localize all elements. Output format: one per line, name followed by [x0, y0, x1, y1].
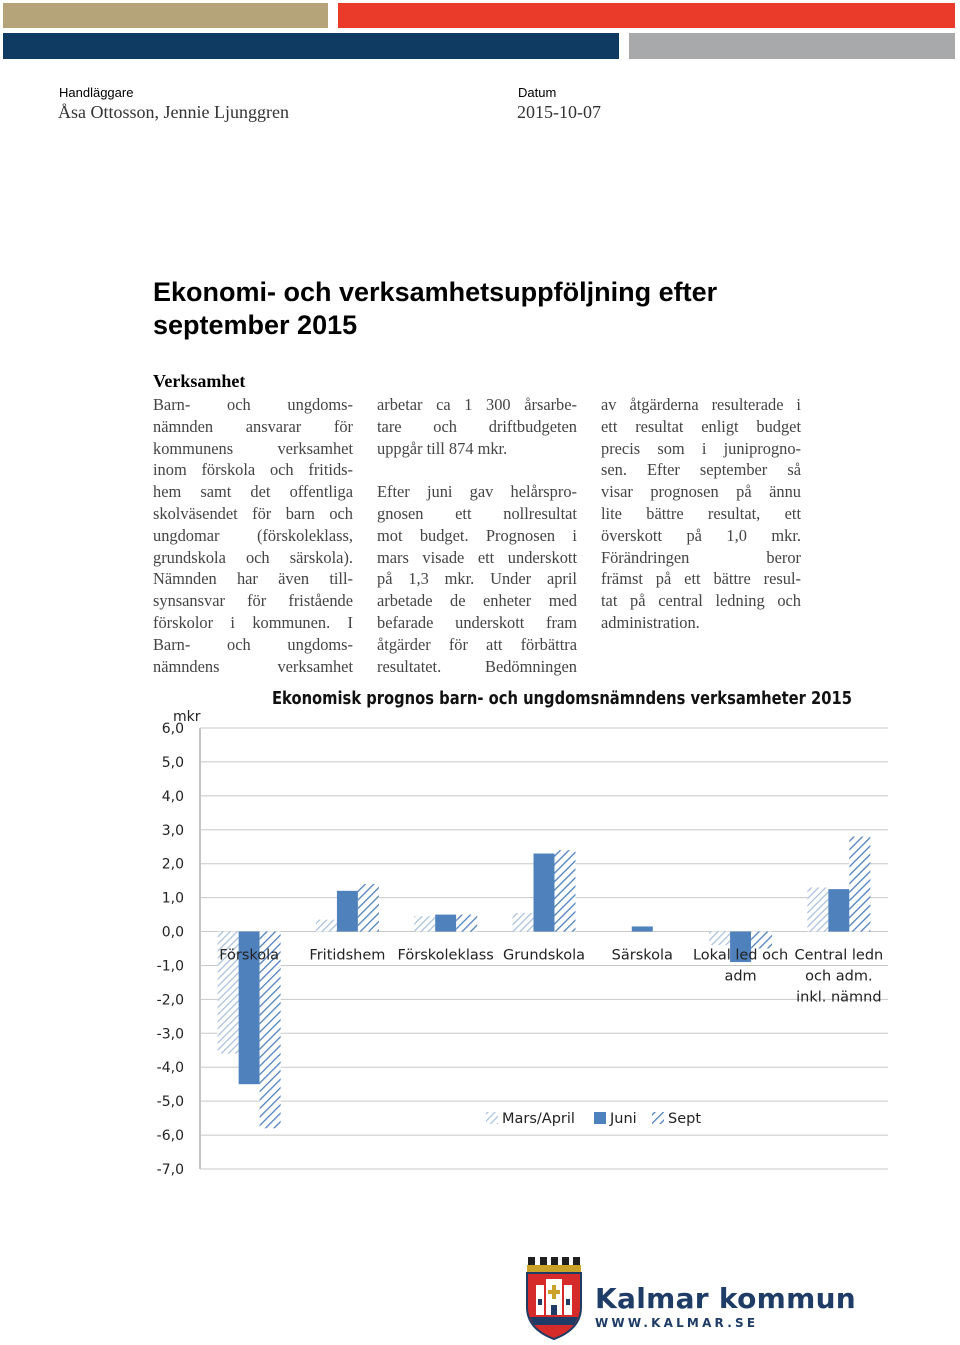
document-title-line-1: Ekonomi- och verksamhetsuppföljning efter: [153, 277, 718, 307]
text-line: Barn- och ungdoms-: [153, 634, 353, 654]
text-line: mars visade ett underskott: [377, 547, 577, 567]
brand: [595, 1282, 856, 1330]
date-value: 2015-10-07: [517, 102, 601, 122]
bar-sept: [555, 850, 576, 931]
y-tick-label: 4,0: [161, 788, 184, 805]
y-tick-label: -4,0: [156, 1060, 184, 1077]
text-line: arbetade de enheter med: [377, 591, 577, 611]
category-label: inkl. nämnd: [796, 989, 882, 1006]
text-line: ungdomar (förskoleklass,: [153, 525, 353, 545]
legend-swatch: [594, 1112, 606, 1124]
text-line: Nämnden har även till-: [153, 569, 353, 589]
category-label: Förskola: [219, 947, 280, 964]
text-column-2: [377, 394, 577, 677]
chart-ylabel: mkr: [173, 709, 201, 725]
text-line: Efter juni gav helårspro-: [377, 482, 577, 502]
bar-mars-april: [513, 913, 534, 932]
text-line: förskolor i kommunen. I: [153, 612, 353, 632]
bar-juni: [435, 915, 456, 932]
text-line: Förändringen beror: [601, 547, 801, 567]
bar-juni: [534, 854, 555, 932]
legend-label: Juni: [610, 1111, 637, 1127]
text-line: på 1,3 mkr. Under april: [377, 569, 577, 589]
text-line: uppgår till 874 mkr.: [377, 438, 508, 458]
category-label: Central ledn: [794, 947, 884, 964]
text-line: Barn- och ungdoms-: [153, 395, 353, 414]
text-line: befarade underskott fram: [377, 612, 577, 632]
text-column-3: [601, 394, 801, 634]
y-tick-label: 5,0: [161, 754, 184, 771]
text-line: skolväsendet för barn och: [153, 503, 353, 523]
handler-value: Åsa Ottosson, Jennie Ljunggren: [58, 102, 289, 122]
brand-name: Kalmar kommun: [595, 1282, 857, 1315]
text-line: visar prognosen på ännu: [601, 482, 801, 502]
legend-label: Sept: [668, 1111, 702, 1127]
bar-juni: [632, 926, 653, 931]
text-line: precis som i juniprogno-: [601, 438, 801, 458]
section-heading: Verksamhet: [153, 371, 246, 391]
category-label: och adm.: [805, 968, 873, 985]
text-line: administration.: [601, 612, 700, 632]
header-band-tan: [3, 3, 328, 28]
text-line: hem samt det offentliga: [153, 482, 353, 502]
bar-sept: [456, 915, 477, 932]
text-line: tare och driftbudgeten: [377, 416, 577, 436]
y-tick-label: -6,0: [156, 1128, 184, 1145]
text-column-1: [153, 394, 353, 677]
y-tick-label: 2,0: [161, 856, 184, 873]
category-label: Grundskola: [502, 947, 586, 964]
brand-url[interactable]: WWW.KALMAR.SE: [595, 1316, 759, 1330]
legend-swatch: [486, 1112, 498, 1124]
y-tick-label: 6,0: [161, 721, 184, 737]
bar-mars-april: [709, 932, 730, 946]
document-title-line-2: september 2015: [153, 310, 358, 340]
text-line: överskott på 1,0 mkr.: [601, 525, 801, 545]
handler-label: Handläggare: [59, 85, 134, 100]
category-label: Särskola: [611, 947, 673, 964]
text-line: mot budget. Prognosen i: [377, 525, 577, 545]
bar-mars-april: [414, 916, 435, 931]
header-band-grey: [629, 33, 955, 59]
category-label: Förskoleklass: [397, 947, 494, 964]
y-tick-label: -1,0: [156, 958, 184, 975]
text-line: inom förskola och fritids-: [153, 460, 353, 480]
text-line: resultatet. Bedömningen: [377, 656, 577, 676]
text-line: tat på central ledning och: [601, 591, 801, 611]
text-line: åtgärder för att förbättra: [377, 634, 577, 654]
text-line: synsansvar för fristående: [153, 591, 353, 611]
bar-mars-april: [807, 887, 828, 931]
y-tick-label: -2,0: [156, 992, 184, 1009]
legend-label: Mars/April: [502, 1111, 575, 1127]
bar-sept: [751, 932, 772, 949]
text-line: grundskola och särskola).: [153, 547, 353, 567]
y-tick-label: 0,0: [161, 924, 184, 941]
bar-sept: [849, 837, 870, 932]
text-line: nämnden ansvarar för: [153, 416, 353, 436]
chart-title: Ekonomisk prognos barn- och ungdomsnämndens verksamheter 2015: [272, 689, 852, 709]
bar-mars-april: [316, 920, 337, 932]
category-label: Lokal led och: [692, 947, 789, 964]
document-title: [153, 276, 853, 342]
text-line: sen. Efter september så: [601, 460, 801, 480]
text-line: ett resultat enligt budget: [601, 416, 801, 436]
header-band-red: [338, 3, 955, 28]
y-tick-label: 3,0: [161, 822, 184, 839]
bar-juni: [828, 889, 849, 931]
text-line: av åtgärderna resulterade i: [601, 395, 801, 414]
header-band-navy: [3, 33, 619, 59]
bar-sept: [358, 884, 379, 931]
text-line: främst på ett bättre resul-: [601, 569, 801, 589]
y-tick-label: -5,0: [156, 1094, 184, 1111]
text-line: arbetar ca 1 300 årsarbe-: [377, 395, 577, 414]
bar-juni: [337, 891, 358, 932]
category-label: adm: [724, 968, 757, 985]
forecast-bar-chart: [0, 680, 960, 1180]
text-line: lite bättre resultat, ett: [601, 503, 801, 523]
text-line: nämndens verksamhet: [153, 656, 353, 676]
y-tick-label: -7,0: [156, 1162, 184, 1178]
text-line: kommunens verksamhet: [153, 438, 353, 458]
y-tick-label: -3,0: [156, 1026, 184, 1043]
kalmar-crest-icon: [524, 1255, 584, 1341]
date-label: Datum: [518, 85, 557, 100]
text-line: gnosen ett nollresultat: [377, 503, 577, 523]
y-tick-label: 1,0: [161, 890, 184, 907]
legend-swatch: [652, 1112, 664, 1124]
category-label: Fritidshem: [309, 947, 386, 964]
paragraph-gap: [377, 459, 577, 481]
